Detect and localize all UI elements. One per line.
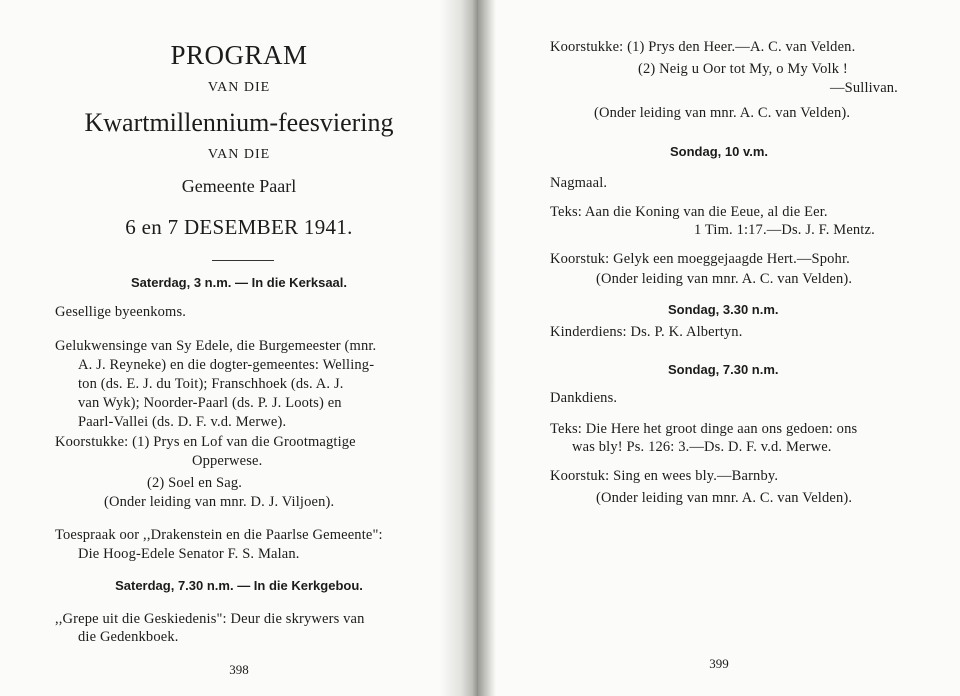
- program-line: Teks: Die Here het groot dinge aan ons gedoen: ons: [550, 421, 858, 437]
- program-line: van Wyk); Noorder-Paarl (ds. P. J. Loots) en: [78, 395, 342, 411]
- title-divider: [212, 260, 274, 261]
- program-line: Die Hoog-Edele Senator F. S. Malan.: [78, 546, 300, 562]
- van-die-line-1: VAN DIE: [207, 80, 271, 95]
- program-line: (2) Neig u Oor tot My, o My Volk !: [638, 61, 848, 77]
- right-page: [478, 0, 960, 696]
- page-number: 399: [709, 656, 729, 671]
- program-line: Toespraak oor ,,Drakenstein en die Paarlse Gemeente":: [55, 527, 383, 543]
- program-line: Gesellige byeenkoms.: [55, 304, 187, 320]
- program-line: Koorstukke: (1) Prys en Lof van die Grootmagtige: [55, 434, 356, 450]
- program-line: Kinderdiens: Ds. P. K. Albertyn.: [550, 324, 743, 340]
- session-heading: Sondag, 10 v.m.: [670, 144, 769, 159]
- program-line: ,,Grepe uit die Geskiedenis": Deur die skrywers van: [55, 611, 365, 627]
- program-line: Koorstuk: Sing en wees bly.—Barnby.: [550, 468, 779, 484]
- program-line: Teks: Aan die Koning van die Eeue, al die Eer.: [550, 204, 828, 220]
- program-line: Koorstukke: (1) Prys den Heer.—A. C. van Velden.: [550, 39, 856, 55]
- program-line: Paarl-Vallei (ds. D. F. v.d. Merwe).: [78, 414, 287, 430]
- session-heading: Sondag, 3.30 n.m.: [668, 302, 779, 317]
- session-heading: Sondag, 7.30 n.m.: [668, 362, 779, 377]
- program-line: (Onder leiding van mnr. A. C. van Velden).: [596, 271, 853, 287]
- program-line: Gelukwensinge van Sy Edele, die Burgemeester (mnr.: [55, 338, 377, 354]
- session-heading: Saterdag, 7.30 n.m. — In die Kerkgebou.: [115, 578, 363, 593]
- page-number: 398: [229, 662, 249, 677]
- congregation-name: Gemeente Paarl: [181, 176, 297, 196]
- program-title: PROGRAM: [170, 40, 308, 70]
- book-gutter-shadow-right: [478, 0, 496, 696]
- program-line: Nagmaal.: [550, 175, 608, 191]
- program-line: 1 Tim. 1:17.—Ds. J. F. Mentz.: [694, 222, 875, 238]
- program-line: (Onder leiding van mnr. D. J. Viljoen).: [104, 494, 335, 510]
- program-line: Dankdiens.: [550, 390, 618, 406]
- left-page: [0, 0, 478, 696]
- event-dates: 6 en 7 DESEMBER 1941.: [125, 215, 353, 239]
- program-line: ton (ds. E. J. du Toit); Franschhoek (ds. A. J.: [78, 376, 344, 392]
- program-line: (2) Soel en Sag.: [147, 475, 243, 491]
- session-heading: Saterdag, 3 n.m. — In die Kerksaal.: [130, 275, 348, 290]
- event-title: Kwartmillennium-feesviering: [84, 108, 394, 137]
- program-line: Opperwese.: [192, 453, 263, 469]
- program-line: A. J. Reyneke) en die dogter-gemeentes: Welling-: [78, 357, 375, 373]
- program-line: was bly! Ps. 126: 3.—Ds. D. F. v.d. Merwe.: [572, 439, 832, 455]
- van-die-line-2: VAN DIE: [207, 147, 271, 162]
- program-line: (Onder leiding van mnr. A. C. van Velden).: [596, 490, 853, 506]
- program-line: —Sullivan.: [830, 80, 898, 96]
- program-line: die Gedenkboek.: [78, 629, 179, 645]
- program-line: Koorstuk: Gelyk een moeggejaagde Hert.—Spohr.: [550, 251, 850, 267]
- program-line: (Onder leiding van mnr. A. C. van Velden).: [594, 105, 851, 121]
- book-gutter-shadow: [440, 0, 478, 696]
